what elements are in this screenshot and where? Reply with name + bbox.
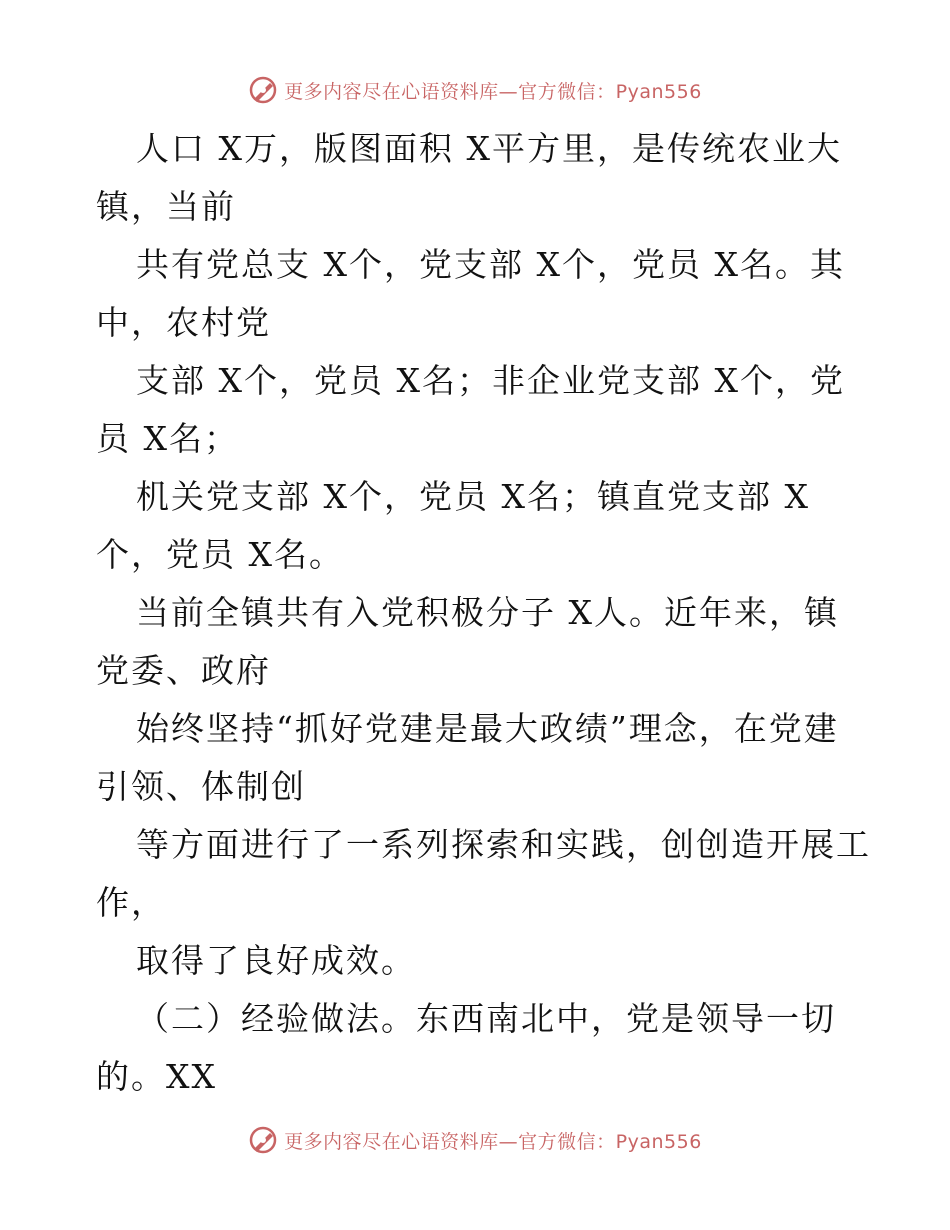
paragraph-line: 作， [96,883,166,922]
paragraph-line: 取得了良好成效。 [136,941,416,980]
paragraph-line: 等方面进行了一系列探索和实践，创创造开展工 [136,825,871,864]
paragraph-line: 个，党员 X名。 [96,535,344,574]
watermark-text: 更多内容尽在心语资料库—官方微信：Pyan556 [284,1130,702,1153]
paragraph-line: 中，农村党 [96,303,271,342]
paragraph-line: 支部 X个，党员 X名；非企业党支部 X个，党 [136,361,845,400]
footer-watermark [0,1120,950,1160]
watermark-text: 更多内容尽在心语资料库—官方微信：Pyan556 [284,80,702,103]
paragraph-line: 共有党总支 X个，党支部 X个，党员 X名。其 [136,245,845,284]
header-watermark [0,70,950,110]
paragraph-line: 人口 X万，版图面积 X平方里，是传统农业大 [136,129,842,168]
paragraph-line: 机关党支部 X个，党员 X名；镇直党支部 X [136,477,810,516]
paragraph-line: 镇，当前 [96,187,236,226]
document-body [96,120,871,1106]
pen-logo-icon [248,75,278,105]
paragraph-line: 引领、体制创 [96,767,306,806]
paragraph-line: 员 X名； [96,419,239,458]
section-heading-line: （二）经验做法。东西南北中，党是领导一切 [136,999,836,1038]
paragraph-line: 当前全镇共有入党积极分子 X人。近年来，镇 [136,593,839,632]
paragraph-line: 始终坚持“抓好党建是最大政绩”理念，在党建 [136,709,839,748]
paragraph-line: 的。XX [96,1057,217,1096]
paragraph-line: 党委、政府 [96,651,271,690]
pen-logo-icon [248,1125,278,1155]
